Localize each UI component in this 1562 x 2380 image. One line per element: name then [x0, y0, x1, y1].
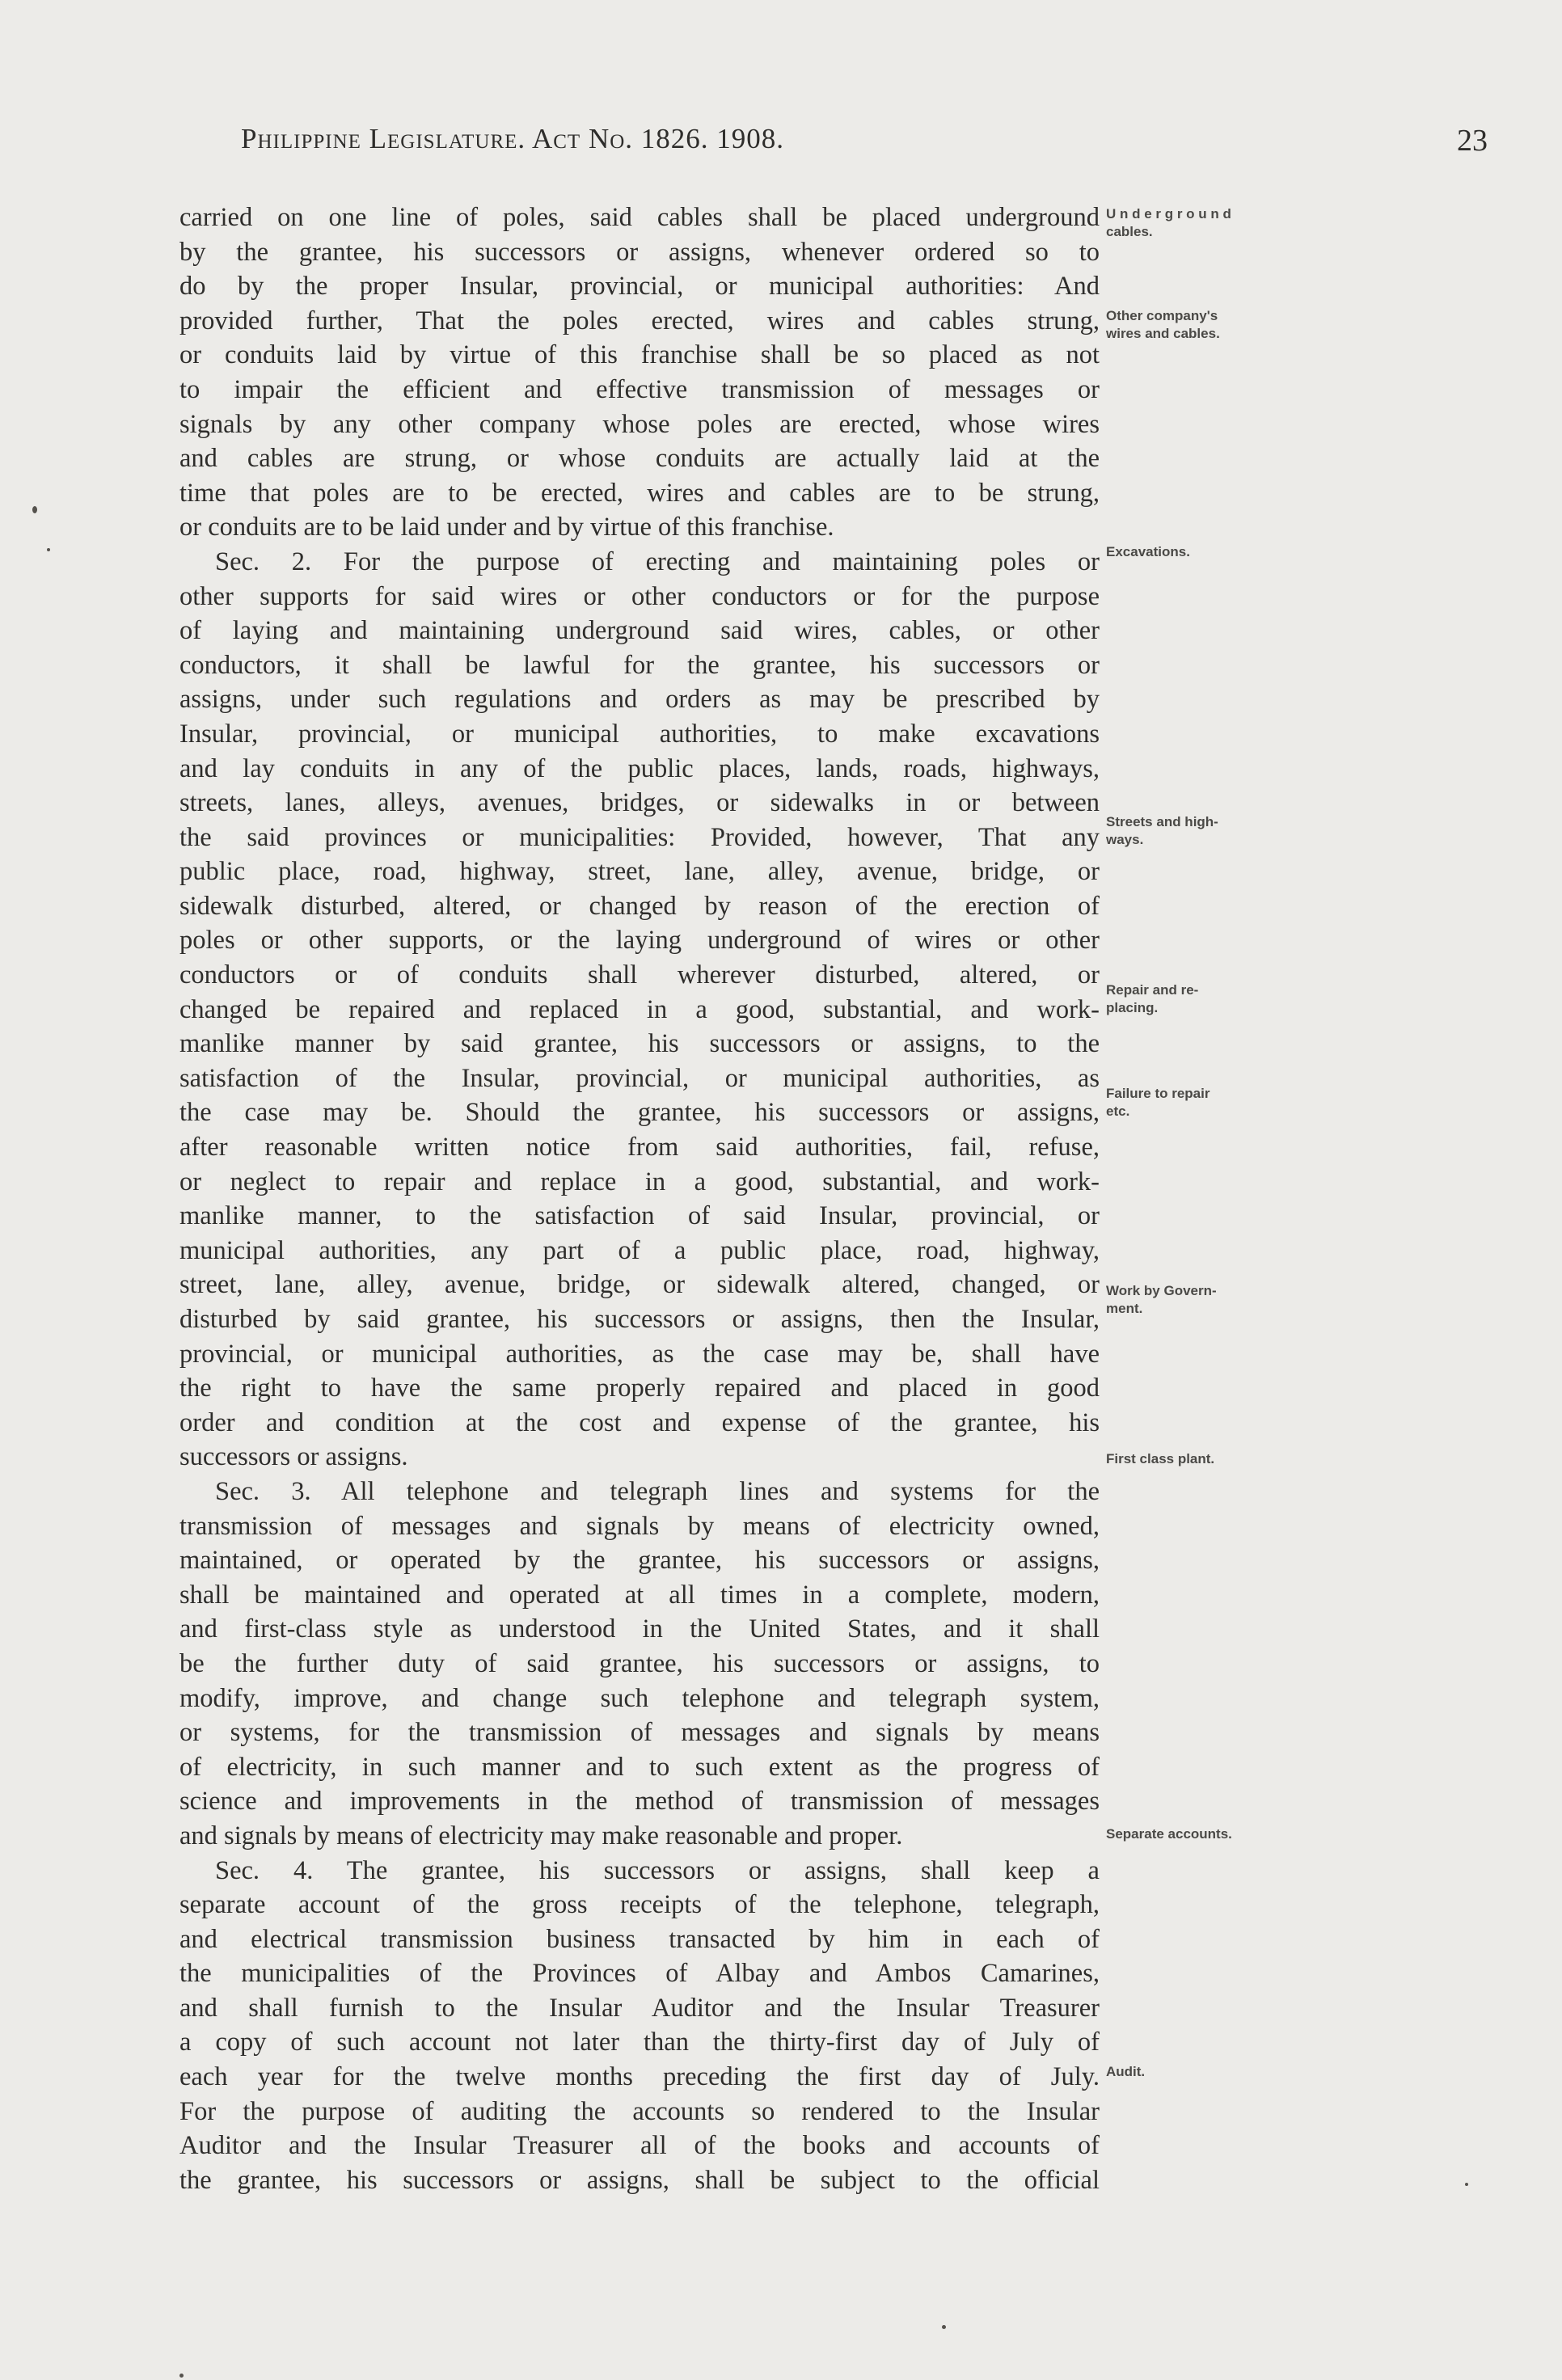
text-line: modify, improve, and change such telephone and telegraph system,	[179, 1683, 1100, 1713]
text-line: after reasonable written notice from said authorities, fail, refuse,	[179, 1133, 1100, 1163]
text-line: the case may be. Should the grantee, his successors or assigns,	[179, 1098, 1100, 1128]
text-line: be the further duty of said grantee, his successors or assigns, to	[179, 1648, 1100, 1678]
margin-note-work-by-government: Work by Govern- ment.	[1106, 1283, 1217, 1316]
text-line: For the purpose of auditing the accounts so rendered to the Insular	[179, 2096, 1100, 2126]
margin-note-other-company: Other company's wires and cables.	[1106, 308, 1220, 341]
text-line: or conduits are to be laid under and by virtue of this franchise.	[179, 513, 834, 542]
text-line: streets, lanes, alleys, avenues, bridges, or sidewalks in or between	[179, 788, 1100, 818]
section-start-line: Sec. 3. All telephone and telegraph lines and systems for the	[215, 1476, 1100, 1506]
text-line: satisfaction of the Insular, provincial, or municipal authorities, as	[179, 1063, 1100, 1093]
text-line: provided further, That the poles erected, wires and cables strung,	[179, 306, 1100, 335]
page-number: 23	[1457, 124, 1488, 158]
text-line: sidewalk disturbed, altered, or changed by reason of the erection of	[179, 891, 1100, 921]
text-line: changed be repaired and replaced in a good, substantial, and work-	[179, 994, 1100, 1024]
text-line: of laying and maintaining underground said wires, cables, or other	[179, 616, 1100, 646]
text-line: assigns, under such regulations and orders as may be prescribed by	[179, 685, 1100, 715]
scan-speck	[32, 506, 37, 513]
text-line: by the grantee, his successors or assigns, whenever ordered so to	[179, 237, 1100, 267]
text-line: other supports for said wires or other conductors or for the purpose	[179, 581, 1100, 611]
scan-speck	[1465, 2183, 1468, 2186]
text-line: do by the proper Insular, provincial, or municipal authorities: And	[179, 272, 1100, 302]
text-line: to impair the efficient and effective transmission of messages or	[179, 374, 1100, 404]
text-line: of electricity, in such manner and to such extent as the progress of	[179, 1752, 1100, 1782]
text-line: conductors or of conduits shall wherever disturbed, altered, or	[179, 960, 1100, 990]
text-line: or conduits laid by virtue of this franchise shall be so placed as not	[179, 340, 1100, 370]
text-line: the right to have the same properly repaired and placed in good	[179, 1374, 1100, 1403]
text-line: disturbed by said grantee, his successors or assigns, then the Insular,	[179, 1305, 1100, 1334]
text-line: order and condition at the cost and expense of the grantee, his	[179, 1407, 1100, 1437]
text-line: Insular, provincial, or municipal authorities, to make excavations	[179, 719, 1100, 749]
margin-note-excavations: Excavations.	[1106, 544, 1190, 559]
text-line: the municipalities of the Provinces of Albay and Ambos Camarines,	[179, 1959, 1100, 1989]
text-line: signals by any other company whose poles are erected, whose wires	[179, 409, 1100, 439]
margin-note-underground-cables: U n d e r g r o u n d cables.	[1106, 206, 1231, 239]
text-line: poles or other supports, or the laying underground of wires or other	[179, 926, 1100, 956]
scan-speck	[942, 2325, 946, 2329]
text-line: successors or assigns.	[179, 1442, 408, 1472]
margin-note-separate-accounts: Separate accounts.	[1106, 1826, 1232, 1842]
text-line: science and improvements in the method of transmission of messages	[179, 1787, 1100, 1817]
text-line: or systems, for the transmission of messages and signals by means	[179, 1718, 1100, 1748]
scan-speck	[47, 548, 50, 551]
text-line: and shall furnish to the Insular Auditor and the Insular Treasurer	[179, 1993, 1100, 2023]
text-line: time that poles are to be erected, wires and cables are to be strung,	[179, 478, 1100, 508]
scan-speck	[179, 2374, 184, 2378]
margin-note-streets: Streets and high- ways.	[1106, 814, 1218, 847]
body-text	[179, 200, 1100, 2197]
text-line: a copy of such account not later than the thirty-first day of July of	[179, 2028, 1100, 2057]
text-line: shall be maintained and operated at all times in a complete, modern,	[179, 1580, 1100, 1610]
text-line: Auditor and the Insular Treasurer all of the books and accounts of	[179, 2131, 1100, 2161]
text-line: or neglect to repair and replace in a good, substantial, and work-	[179, 1167, 1100, 1196]
text-line: separate account of the gross receipts of the telephone, telegraph,	[179, 1890, 1100, 1920]
text-line: each year for the twelve months preceding the first day of July.	[179, 2062, 1100, 2092]
text-line: and electrical transmission business transacted by him in each of	[179, 1924, 1100, 1954]
text-line: the grantee, his successors or assigns, shall be subject to the official	[179, 2165, 1100, 2195]
text-line: and cables are strung, or whose conduits are actually laid at the	[179, 444, 1100, 474]
text-line: conductors, it shall be lawful for the grantee, his successors or	[179, 650, 1100, 680]
section-start-line: Sec. 2. For the purpose of erecting and maintaining poles or	[215, 546, 1100, 576]
margin-note-failure: Failure to repair etc.	[1106, 1086, 1210, 1119]
margin-note-repair: Repair and re- placing.	[1106, 982, 1199, 1015]
text-line: public place, road, highway, street, lane, alley, avenue, bridge, or	[179, 857, 1100, 887]
margin-note-first-class-plant: First class plant.	[1106, 1451, 1215, 1466]
text-line: transmission of messages and signals by means of electricity owned,	[179, 1511, 1100, 1541]
text-line: maintained, or operated by the grantee, his successors or assigns,	[179, 1546, 1100, 1576]
text-line: carried on one line of poles, said cables shall be placed underground	[179, 203, 1100, 232]
text-line: manlike manner, to the satisfaction of said Insular, provincial, or	[179, 1201, 1100, 1231]
text-line: municipal authorities, any part of a public place, road, highway,	[179, 1235, 1100, 1265]
running-title: Philippine Legislature. Act No. 1826. 1908.	[241, 123, 785, 154]
text-line: manlike manner by said grantee, his successors or assigns, to the	[179, 1029, 1100, 1059]
text-line: and lay conduits in any of the public places, lands, roads, highways,	[179, 753, 1100, 783]
text-line: the said provinces or municipalities: Provided, however, That any	[179, 822, 1100, 852]
text-line: provincial, or municipal authorities, as the case may be, shall have	[179, 1339, 1100, 1369]
text-line: street, lane, alley, avenue, bridge, or sidewalk altered, changed, or	[179, 1270, 1100, 1300]
margin-note-audit: Audit.	[1106, 2064, 1146, 2079]
text-line: and first-class style as understood in the United States, and it shall	[179, 1614, 1100, 1644]
text-line: and signals by means of electricity may make reasonable and proper.	[179, 1821, 903, 1850]
section-start-line: Sec. 4. The grantee, his successors or assigns, shall keep a	[215, 1855, 1100, 1885]
